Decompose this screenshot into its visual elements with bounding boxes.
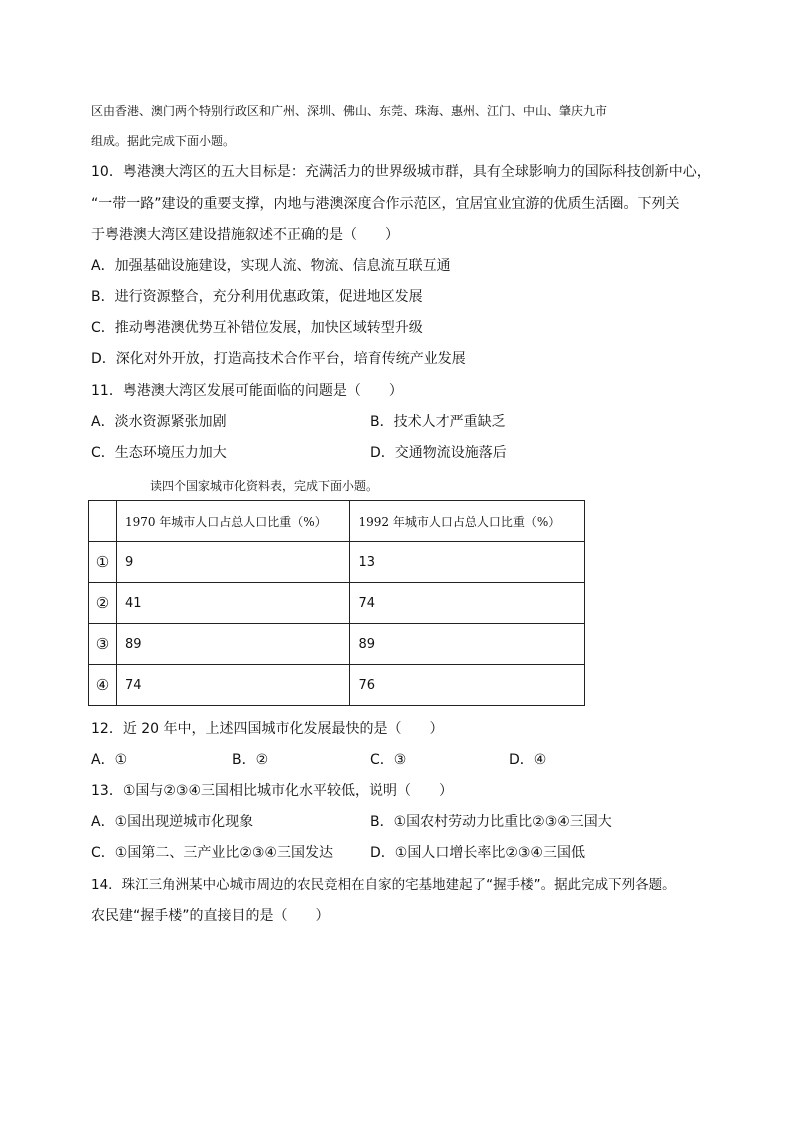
row-id: ①: [89, 542, 117, 583]
q10-option-c: C．推动粤港澳优势互补错位发展，加快区域转型升级: [91, 320, 423, 336]
q11-option-b: B．技术人才严重缺乏: [370, 414, 506, 430]
q13-option-a: A．①国出现逆城市化现象: [91, 814, 254, 830]
q14-stem-line-1: 14．珠江三角洲某中心城市周边的农民竞相在自家的宅基地建起了“握手楼”。据此完成下列各题。: [91, 877, 676, 893]
table-header-blank: [89, 501, 117, 542]
q11-option-d: D．交通物流设施落后: [370, 445, 507, 461]
table-header-row: [89, 501, 585, 542]
value-1970: 74: [116, 665, 350, 706]
table-header-1970: 1970 年城市人口占总人口比重（%）: [116, 501, 350, 542]
q10-option-a: A．加强基础设施建设，实现人流、物流、信息流互联互通: [91, 258, 451, 274]
q12-option-b: B．②: [232, 752, 269, 768]
q13-option-c: C．①国第二、三产业比②③④三国发达: [91, 845, 333, 861]
urbanization-table: [88, 500, 585, 706]
intro-line-1: 区由香港、澳门两个特别行政区和广州、深圳、佛山、东莞、珠海、惠州、江门、中山、肇庆九市: [91, 104, 608, 118]
value-1970: 89: [116, 624, 350, 665]
q11-stem: 11．粤港澳大湾区发展可能面临的问题是（ ）: [91, 383, 403, 399]
q10-stem-line-1: 10．粤港澳大湾区的五大目标是：充满活力的世界级城市群，具有全球影响力的国际科技创新中心，: [91, 164, 711, 180]
row-id: ③: [89, 624, 117, 665]
table-intro: 读四个国家城市化资料表，完成下面小题。: [150, 479, 379, 493]
table-row: [89, 665, 585, 706]
q11-option-c: C．生态环境压力加大: [91, 445, 227, 461]
q14-stem-line-2: 农民建“握手楼”的直接目的是（ ）: [91, 908, 330, 924]
q11-option-a: A．淡水资源紧张加剧: [91, 414, 227, 430]
intro-line-2: 组成。据此完成下面小题。: [91, 134, 236, 148]
row-id: ②: [89, 583, 117, 624]
value-1970: 9: [116, 542, 350, 583]
table-row: [89, 583, 585, 624]
q12-option-a: A．①: [91, 752, 128, 768]
q10-stem-line-2: “一带一路”建设的重要支撑，内地与港澳深度合作示范区，宜居宜业宜游的优质生活圈。下列关: [91, 196, 680, 212]
q12-option-c: C．③: [370, 752, 407, 768]
q10-option-d: D．深化对外开放，打造高技术合作平台，培育传统产业发展: [91, 351, 466, 367]
value-1970: 41: [116, 583, 350, 624]
row-id: ④: [89, 665, 117, 706]
value-1992: 74: [350, 583, 585, 624]
q10-option-b: B．进行资源整合，充分利用优惠政策，促进地区发展: [91, 289, 423, 305]
q12-option-d: D．④: [509, 752, 547, 768]
table-header-1992: 1992 年城市人口占总人口比重（%）: [350, 501, 585, 542]
value-1992: 89: [350, 624, 585, 665]
q10-stem-line-3: 于粤港澳大湾区建设措施叙述不正确的是（ ）: [91, 227, 399, 243]
q13-stem: 13．①国与②③④三国相比城市化水平较低，说明（ ）: [91, 783, 454, 799]
value-1992: 13: [350, 542, 585, 583]
q13-option-b: B．①国农村劳动力比重比②③④三国大: [370, 814, 612, 830]
table-row: [89, 624, 585, 665]
q12-stem: 12．近 20 年中，上述四国城市化发展最快的是（ ）: [91, 721, 444, 737]
table-row: [89, 542, 585, 583]
value-1992: 76: [350, 665, 585, 706]
q13-option-d: D．①国人口增长率比②③④三国低: [370, 845, 585, 861]
